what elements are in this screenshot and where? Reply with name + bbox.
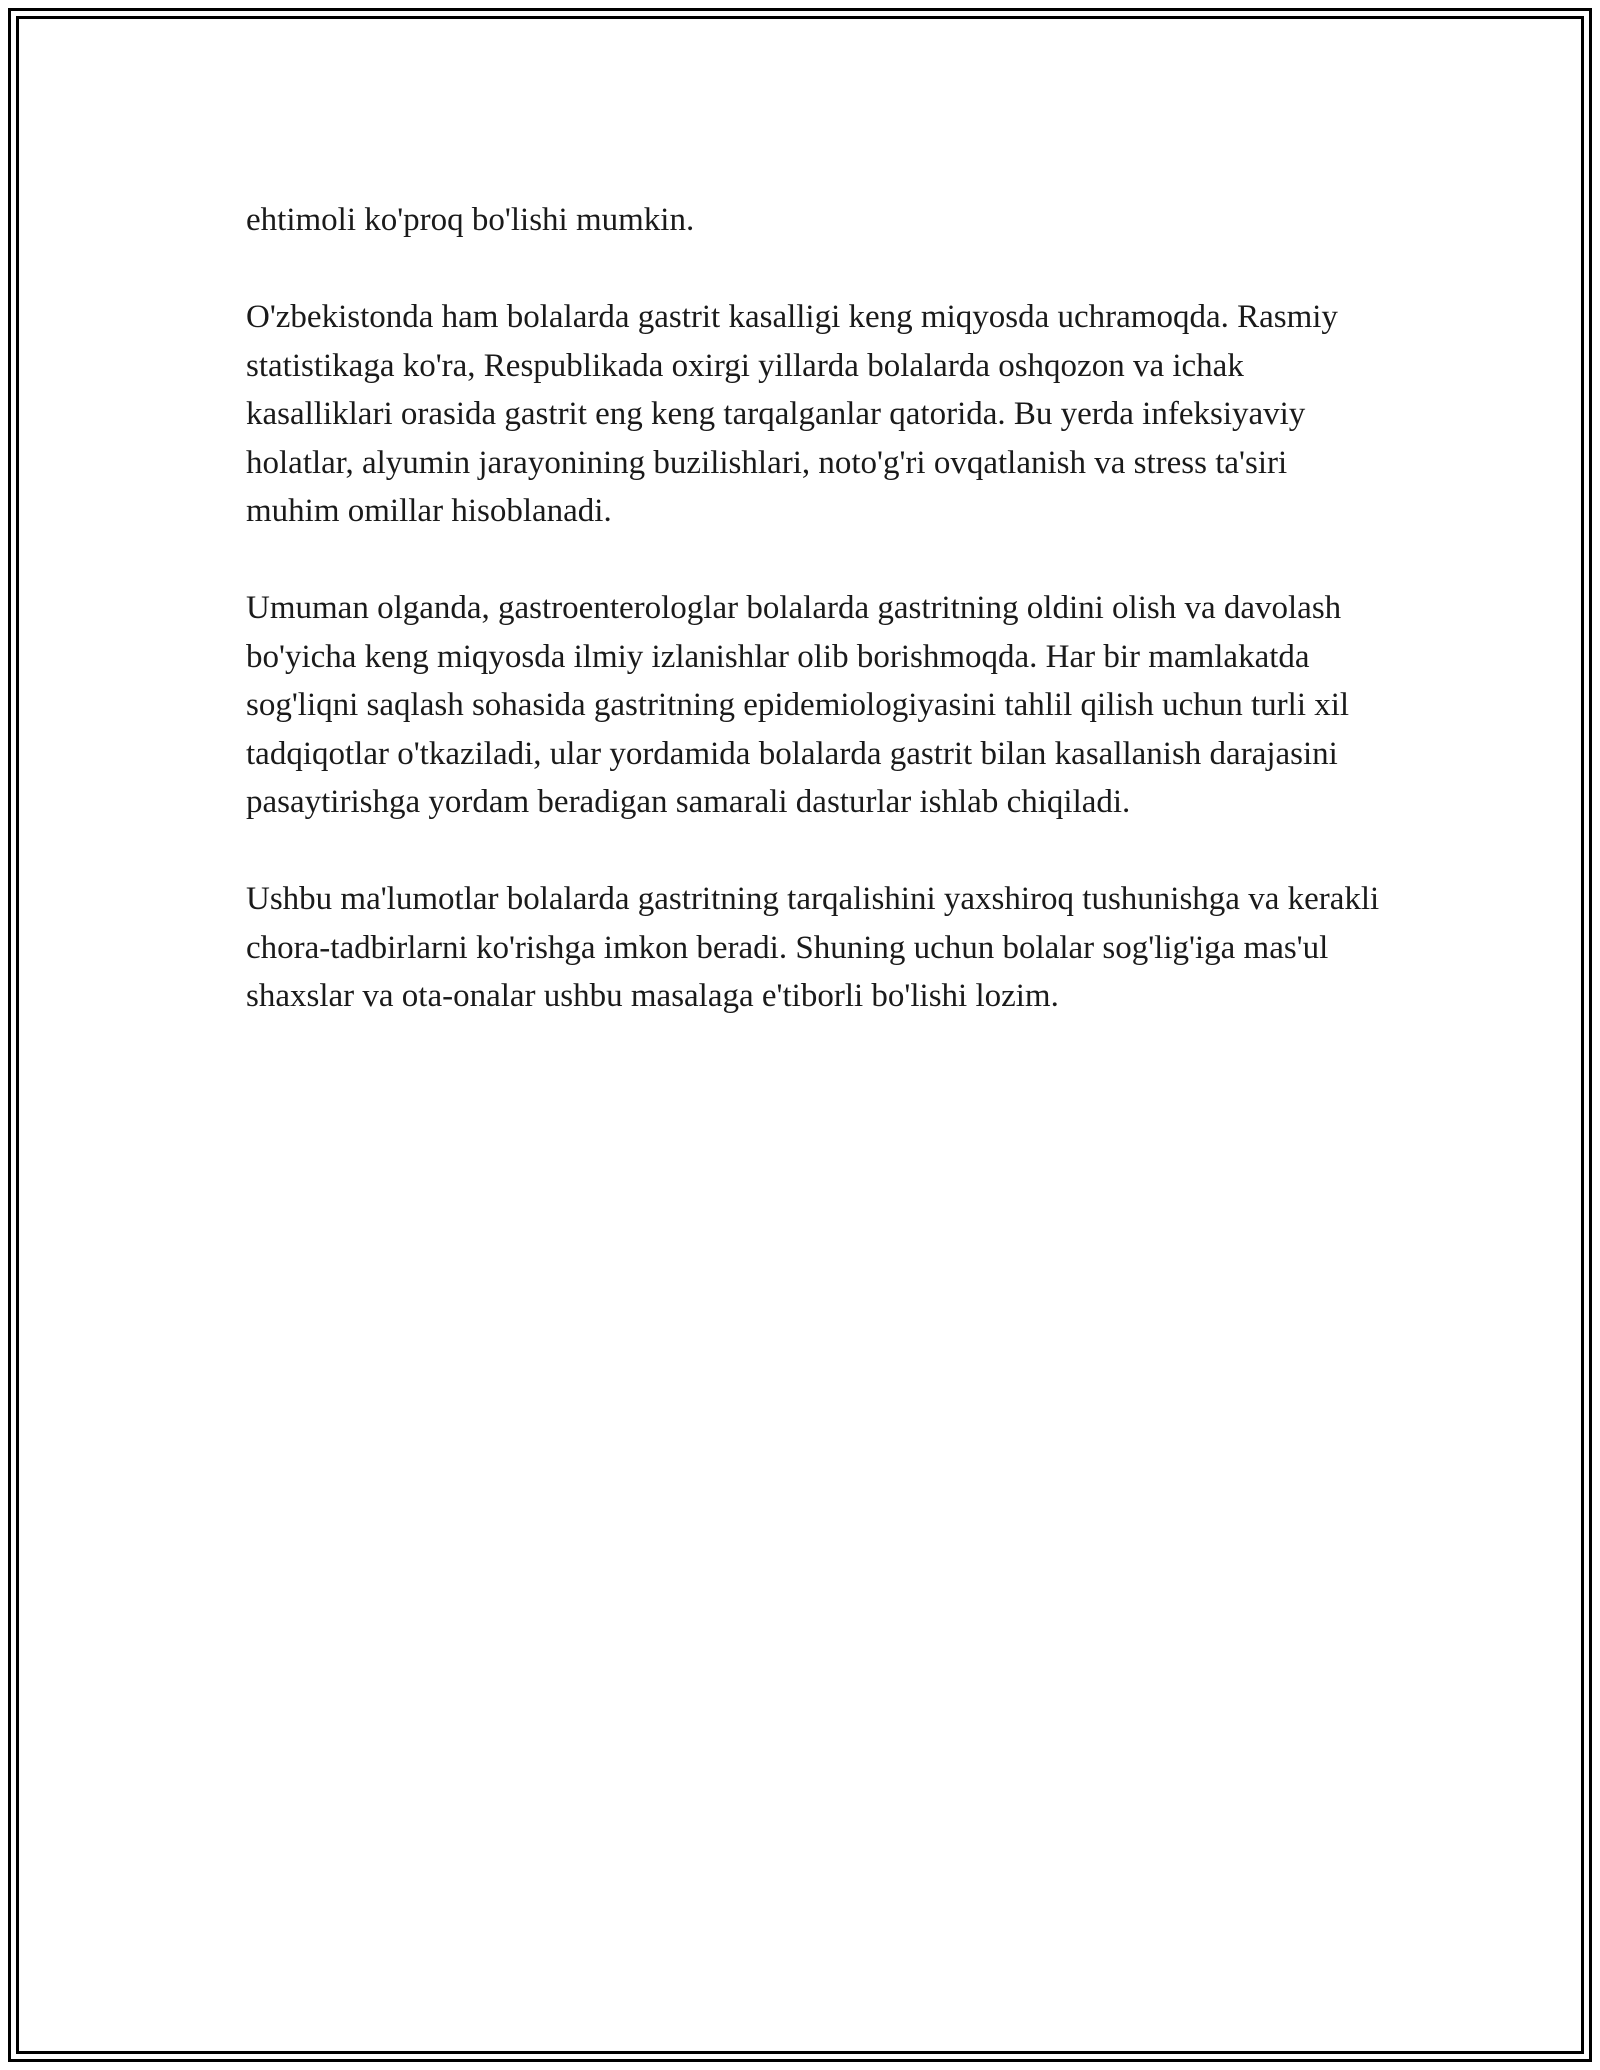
document-body	[246, 196, 1386, 1069]
paragraph-conclusion: Ushbu ma'lumotlar bolalarda gastritning tarqalishini yaxshiroq tushunishga va kerakli chora-tadbirlarni ko'rishga imkon beradi. Shuning uchun bolalar sog'lig'iga mas'ul shaxslar va ota-onalar ushbu masalaga e'tiborli bo'lishi lozim.	[246, 881, 1380, 1014]
paragraph-continuation: ehtimoli ko'proq bo'lishi mumkin.	[246, 202, 695, 238]
paragraph-research-overview: Umuman olganda, gastroenterologlar bolalarda gastritning oldini olish va davolash bo'yicha keng miqyosda ilmiy izlanishlar olib borishmoqda. Har bir mamlakatda sog'liqni saqlash sohasida gastritning epidemiologiyasini tahlil qilish uchun turli xil tadqiqotlar o'tkaziladi, ular yordamida bolalarda gastrit bilan kasallanish darajasini pasaytirishga yordam beradigan samarali dasturlar ishlab chiqiladi.	[246, 590, 1350, 820]
paragraph-uzbekistan-gastritis: O'zbekistonda ham bolalarda gastrit kasalligi keng miqyosda uchramoqda. Rasmiy statistikaga ko'ra, Respublikada oxirgi yillarda bolalarda oshqozon va ichak kasalliklari orasida gastrit eng keng tarqalganlar qatorida. Bu yerda infeksiyaviy holatlar, alyumin jarayonining buzilishlari, noto'g'ri ovqatlanish va stress ta'siri muhim omillar hisoblanadi.	[246, 299, 1338, 529]
page-frame-outer	[8, 8, 1592, 2062]
